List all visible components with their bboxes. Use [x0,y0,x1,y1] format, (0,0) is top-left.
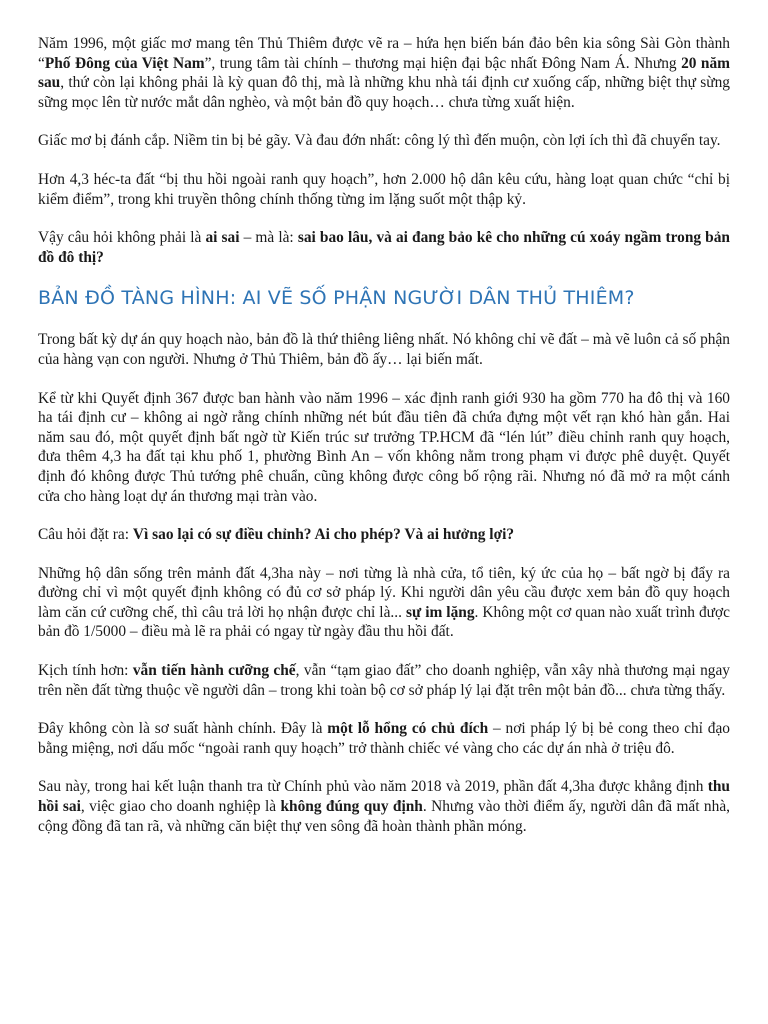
bold-text: ai sai [205,229,240,247]
bold-text: sai bao lâu, và ai đang bảo kê cho những cú xoáy ngầm trong bản đồ đô thị? [38,229,730,266]
text-run: . Không một cơ quan nào xuất trình được bản đồ 1/5000 – điều mà lẽ ra phải có ngay từ ngày đầu thu hồi đất. [38,603,730,641]
text-run: , vẫn “tạm giao đất” cho doanh nghiệp, vẫn xây nhà thương mại ngay trên nền đất từng thuộc về người dân – trong khi toàn bộ cơ sở pháp lý lại đặt trên một bản đồ... chưa từng thấy. [38,662,730,699]
text-run: Giấc mơ bị đánh cắp. Niềm tin bị bẻ gãy. Và đau đớn nhất: công lý thì đến muộn, còn lợi ích thì đã chuyển tay. [38,132,721,150]
text-run: Đây không còn là sơ suất hành chính. Đây là [38,720,328,738]
text-run: , thứ còn lại không phải là kỳ quan đô thị, mà là những khu nhà tái định cư xuống cấp, những biệt thự sừng sững mọc lên từ nước mắt dân nghèo, và một bản đồ quy hoạch… chưa từng xuất hiện. [38,74,730,111]
paragraph-intro [38,34,730,112]
bold-text: vẫn tiến hành cưỡng chế [132,662,296,680]
paragraph-enforcement [38,661,730,700]
paragraph-land-facts [38,170,730,209]
paragraph-inspection-conclusion [38,777,730,836]
paragraph-decision-367 [38,389,730,507]
bold-text: không đúng quy định [280,798,423,816]
section-heading: BẢN ĐỒ TÀNG HÌNH: AI VẼ SỐ PHẬN NGƯỜI DÂN THỦ THIÊM? [38,287,635,310]
text-run: . Nhưng vào thời điểm ấy, người dân đã mất nhà, cộng đồng đã tan rã, và những căn biệt thự ven sông đã hoàn thành phần móng. [38,798,731,835]
text-run: Những hộ dân sống trên mảnh đất 4,3ha này – nơi từng là nhà cửa, tổ tiên, ký ức của họ – bất ngờ bị đẩy ra đường chỉ vì một quyết định không có đủ cơ sở pháp lý. Khi người dân yêu cầu được xem bản đồ quy hoạch làm căn cứ cưỡng chế, thì câu trả lời họ nhận được chỉ là... [38,564,730,621]
text-run: Kể từ khi Quyết định 367 được ban hành vào năm 1996 – xác định ranh giới 930 ha gồm 770 ha đô thị và 160 ha tái định cư – không ai ngờ rằng chính những nét bút đầu tiên đã chứa đựng một vết rạn khó hàn gắn. Hai năm sau đó, một quyết định bất ngờ từ Kiến trúc sư trưởng TP.HCM đã “lén lút” điều chỉnh ranh quy hoạch, đưa thêm 4,3 ha đất tại khu phố 1, phường Bình An – vốn không nằm trong phạm vi được phê duyệt. Quyết định đó không được Thủ tướng phê chuẩn, cũng không được công bố rộng rãi. Nhưng nó đã mở ra một cánh cửa cho hàng loạt dự án thương mại tràn vào. [38,389,730,505]
text-run: Năm 1996, một giấc mơ mang tên Thủ Thiêm được vẽ ra – hứa hẹn biến bán đảo bên kia sông Sài Gòn thành “ [38,35,730,72]
text-run: , việc giao cho doanh nghiệp là [80,798,281,816]
text-run: Hơn 4,3 héc-ta đất “bị thu hồi ngoài ranh quy hoạch”, hơn 2.000 hộ dân kêu cứu, hàng loạt quan chức “chỉ bị kiểm điểm”, trong khi truyền thông chính thống từng im lặng suốt một thập kỷ. [38,170,730,208]
paragraph-stolen-dream [38,131,730,151]
bold-text: một lỗ hổng có chủ đích [327,720,489,738]
text-run: ”, trung tâm tài chính – thương mại hiện đại bậc nhất Đông Nam Á. Nhưng [204,54,682,72]
text-run: – mà là: [239,229,298,247]
bold-text: Phố Đông của Việt Nam [44,54,205,72]
text-run: Câu hỏi đặt ra: [38,526,133,544]
bold-text: thu hồi sai [38,778,730,816]
text-run: Sau này, trong hai kết luận thanh tra từ Chính phủ vào năm 2018 và 2019, phần đất 4,3ha được khẳng định [38,778,708,796]
paragraph-question-adjustment [38,525,730,545]
paragraph-question [38,228,730,267]
text-run: Trong bất kỳ dự án quy hoạch nào, bản đồ là thứ thiêng liêng nhất. Nó không chỉ vẽ đất – mà vẽ luôn cả số phận của hàng vạn con người. Nhưng ở Thủ Thiêm, bản đồ ấy… lại biến mất. [38,331,730,368]
paragraph-map-sacred [38,330,730,369]
bold-text: 20 năm sau [38,54,730,92]
paragraph-loophole [38,719,730,758]
text-run: Vậy câu hỏi không phải là [38,229,206,247]
text-run: – nơi pháp lý bị bẻ cong theo chỉ đạo bằng miệng, nơi dấu mốc “ngoài ranh quy hoạch” trở thành chiếc vé vàng cho các dự án nhà ở triệu đô. [38,720,730,757]
paragraph-households [38,564,730,642]
bold-text: Vì sao lại có sự điều chỉnh? Ai cho phép? Và ai hưởng lợi? [132,526,515,544]
bold-text: sự im lặng [405,603,475,621]
text-run: Kịch tính hơn: [38,662,133,680]
